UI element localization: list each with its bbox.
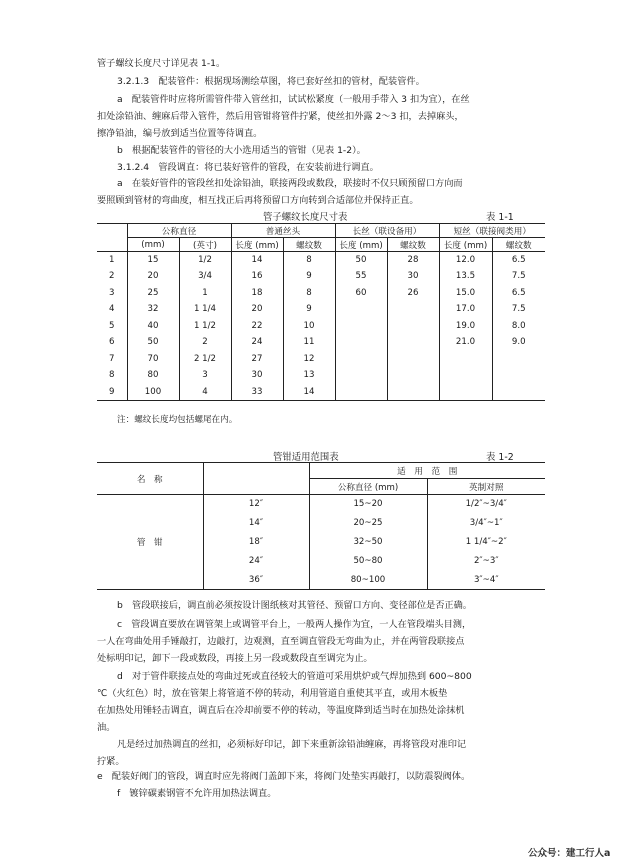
table-cell: 1/2″~3/4″ [427, 495, 545, 514]
table-cell: 20 [127, 268, 179, 285]
table-cell: 1 [109, 255, 115, 265]
paragraph-line: 3.1.2.4 管段调直：将已装好管件的管段，在安装前进行调直。 [117, 162, 379, 173]
header-length: 长度 (mm) [231, 238, 283, 252]
table-cell: 7.5 [492, 301, 545, 318]
table-cell: 2 1/2 [179, 351, 231, 368]
paragraph-line: a 在装好管件的管段丝扣处涂铅油，联接两段或数段，联接时不仅只顾预留口方向而 [117, 178, 463, 189]
table-row [97, 285, 545, 302]
table-cell: 24″ [203, 552, 309, 571]
table-cell: 9 [283, 268, 335, 285]
paragraph-line: 油。 [97, 722, 116, 733]
table-cell: 20 [231, 301, 283, 318]
table-cell: 14 [283, 384, 335, 401]
table-cell: 27 [231, 351, 283, 368]
table-cell: 80~100 [309, 571, 427, 590]
table-cell: 3 [109, 287, 115, 298]
paragraph-line: c 管段调直要放在调管架上或调管平台上，一般两人操作为宜，一人在管段端头目测， [117, 619, 472, 630]
table-cell: 16 [231, 268, 283, 285]
table2-title: 管钳适用范围表 [273, 452, 339, 463]
header-name: 名 称 [97, 463, 203, 495]
table-cell: 8 [283, 285, 335, 302]
table-cell [387, 351, 439, 368]
footer-watermark: 公众号：建工行人a [528, 848, 611, 859]
paragraph-line: 管子螺纹长度尺寸详见表 1-1。 [97, 58, 226, 69]
paragraph-line: 扣处涂铅油、缠麻后带入管件，然后用管钳将管件拧紧，使丝扣外露 2～3 扣，去掉麻头， [97, 111, 464, 122]
table-cell [439, 367, 492, 384]
table-row [97, 384, 545, 401]
table-cell: 1 1/4″~2″ [427, 533, 545, 552]
header-length: 长度 (mm) [335, 238, 387, 252]
paragraph-line: a 配装管件时应将所需管件带入管丝扣，试试松紧度（一般用手带入 3 扣为宜），在丝 [117, 94, 470, 105]
table-cell: 3/4 [179, 268, 231, 285]
table-cell: 55 [335, 268, 387, 285]
header-count: 螺纹数 [492, 238, 545, 252]
table-cell: 70 [127, 351, 179, 368]
table-cell [387, 384, 439, 401]
table-cell: 15~20 [309, 495, 427, 514]
table-cell [335, 318, 387, 335]
paragraph-line: b 根据配装管件的管径的大小选用适当的管钳（见表 1-2）。 [117, 145, 366, 156]
table-cell: 3″~4″ [427, 571, 545, 590]
table-cell: 1/2 [179, 252, 231, 269]
header-nominal: 公称直径 [127, 224, 231, 238]
table-cell: 4 [109, 304, 115, 315]
table-cell: 2 [109, 271, 115, 282]
header-count: 螺纹数 [387, 238, 439, 252]
paragraph-line: e 配装好阀门的管段，调直时应先将阀门盖卸下来，将阀门处垫实再敲打，以防震裂阀体。 [97, 771, 471, 782]
paragraph-line: 3.2.1.3 配装管件：根据现场测绘草图，将已套好丝扣的管材，配装管件。 [117, 76, 425, 87]
table-cell: 1 1/4 [179, 301, 231, 318]
paragraph-line: ℃（火红色）时，放在管架上将管道不停的转动，利用管道自重使其平直，或用木板垫 [97, 688, 448, 699]
wrench-range-table [97, 462, 545, 590]
table-cell: 7 [109, 353, 115, 364]
table-cell: 14 [231, 252, 283, 269]
table-cell: 26 [387, 285, 439, 302]
table-cell: 1 [179, 285, 231, 302]
table1-number: 表 1-1 [486, 212, 514, 223]
table-cell: 28 [387, 252, 439, 269]
table-cell: 25 [127, 285, 179, 302]
table2-number: 表 1-2 [486, 452, 514, 463]
table-cell: 6.5 [492, 252, 545, 269]
tool-name: 管 钳 [97, 495, 203, 590]
table-cell [492, 367, 545, 384]
table-row [97, 351, 545, 368]
table-row [97, 318, 545, 335]
header-count: 螺纹数 [283, 238, 335, 252]
table-cell: 1 1/2 [179, 318, 231, 335]
table-cell: 15 [127, 252, 179, 269]
table-cell: 30 [231, 367, 283, 384]
table-cell: 2 [179, 334, 231, 351]
table-cell: 60 [335, 285, 387, 302]
table-row [97, 495, 545, 514]
table-cell: 13 [283, 367, 335, 384]
table1-title: 管子螺纹长度尺寸表 [263, 212, 348, 223]
table-cell: 24 [231, 334, 283, 351]
table-cell: 18″ [203, 533, 309, 552]
paragraph-line: 凡是经过加热调直的丝扣，必须标好印记，卸下来重新涂铅油缠麻，再将管段对准印记 [117, 739, 467, 750]
table-cell: 9 [283, 301, 335, 318]
table-cell: 100 [127, 384, 179, 401]
table-cell [387, 367, 439, 384]
table-cell [335, 384, 387, 401]
table-cell: 21.0 [439, 334, 492, 351]
table-cell [387, 301, 439, 318]
table-cell: 20~25 [309, 514, 427, 533]
paragraph-line: 拧紧。 [97, 756, 125, 767]
table-cell: 18 [231, 285, 283, 302]
table-cell: 9.0 [492, 334, 545, 351]
table-row [97, 252, 545, 269]
paragraph-line: 擦净铅油，编号放到适当位置等待调直。 [97, 128, 263, 139]
table-cell: 11 [283, 334, 335, 351]
table-cell [492, 384, 545, 401]
table-cell: 32 [127, 301, 179, 318]
table-cell: 40 [127, 318, 179, 335]
table-cell: 12 [283, 351, 335, 368]
table-row [97, 301, 545, 318]
table-cell: 3 [179, 367, 231, 384]
header-dn: 公称直径 (mm) [309, 479, 427, 495]
table-cell: 8 [109, 370, 115, 381]
table-row [97, 367, 545, 384]
table-cell [439, 351, 492, 368]
table-cell: 80 [127, 367, 179, 384]
table-cell: 8.0 [492, 318, 545, 335]
paragraph-line: 处标明印记，卸下一段或数段，再接上另一段或数段直至调完为止。 [97, 653, 373, 664]
table-row [97, 334, 545, 351]
table-cell: 3/4″~1″ [427, 514, 545, 533]
table-cell: 17.0 [439, 301, 492, 318]
table-cell: 12.0 [439, 252, 492, 269]
paragraph-line: d 对于管件联接点处的弯曲过死或直径较大的管道可采用烘炉或气焊加热到 600~800 [117, 671, 472, 682]
table-cell: 50~80 [309, 552, 427, 571]
header-mm: (mm) [127, 238, 179, 252]
table-cell: 5 [109, 320, 115, 331]
paragraph-line: f 镀锌碳素钢管不允许用加热法调直。 [117, 788, 277, 799]
header-inch: (英寸) [179, 238, 231, 252]
paragraph-line: 一人在弯曲处用手锤敲打，边敲打，边观测，直至调直管段无弯曲为止，并在两管段联接点 [97, 636, 465, 647]
table-cell [335, 301, 387, 318]
table-cell: 2″~3″ [427, 552, 545, 571]
table-cell: 22 [231, 318, 283, 335]
table-cell: 9 [97, 384, 127, 401]
table-cell [439, 384, 492, 401]
table1-note: 注：螺纹长度均包括螺尾在内。 [117, 415, 238, 425]
header-inch-ref: 英制对照 [427, 479, 545, 495]
table-cell: 12″ [203, 495, 309, 514]
table-cell: 30 [387, 268, 439, 285]
table-cell: 32~50 [309, 533, 427, 552]
table-row [97, 268, 545, 285]
paragraph-line: 在加热处用锤轻击调直，调直后在冷却前要不停的转动，等温度降到适当时在加热处涂抹机 [97, 705, 465, 716]
table-cell [387, 318, 439, 335]
table-cell: 50 [335, 252, 387, 269]
table-cell [335, 351, 387, 368]
table-cell: 36″ [203, 571, 309, 590]
table-cell: 14″ [203, 514, 309, 533]
header-long: 长丝（联设备用） [335, 224, 439, 238]
table-cell: 15.0 [439, 285, 492, 302]
table-cell: 50 [127, 334, 179, 351]
table-cell [335, 367, 387, 384]
table-cell: 19.0 [439, 318, 492, 335]
table-cell [492, 351, 545, 368]
table-cell [335, 334, 387, 351]
header-thread: 普通丝头 [231, 224, 335, 238]
table-cell: 13.5 [439, 268, 492, 285]
table-cell [387, 334, 439, 351]
table-cell: 6 [109, 337, 115, 348]
header-length: 长度 (mm) [439, 238, 492, 252]
table-cell: 7.5 [492, 268, 545, 285]
header-blank [203, 463, 309, 495]
table-cell: 33 [231, 384, 283, 401]
header-range: 适 用 范 围 [309, 463, 545, 479]
table-cell: 10 [283, 318, 335, 335]
table-cell: 6.5 [492, 285, 545, 302]
table-cell: 8 [283, 252, 335, 269]
paragraph-line: 要照顾到管材的弯曲度，相互找正后再将预留口方向转到合适部位并保持正直。 [97, 195, 419, 206]
paragraph-line: b 管段联接后，调直前必须按设计图纸核对其管径、预留口方向、变径部位是否正确。 [117, 600, 472, 611]
header-short: 短丝（联接阀类用） [439, 224, 545, 238]
table-cell: 4 [179, 384, 231, 401]
thread-length-table [97, 223, 545, 401]
